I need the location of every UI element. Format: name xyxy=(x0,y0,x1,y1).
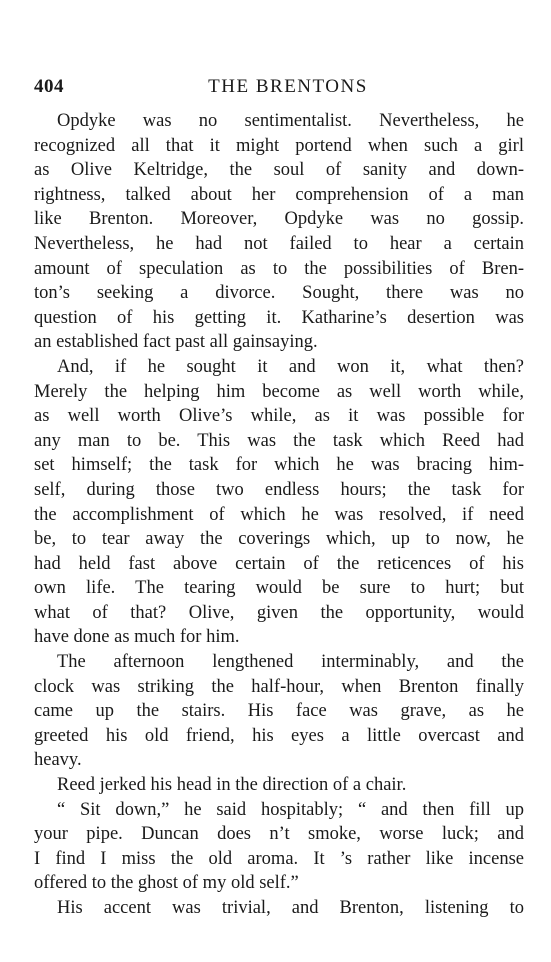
text-line: Nevertheless, he had not failed to hear a certain xyxy=(34,233,524,254)
text-line: what of that? Olive, given the opportunity, would xyxy=(34,602,524,623)
paragraph xyxy=(34,798,524,896)
text-line: The afternoon lengthened interminably, and the xyxy=(57,652,524,673)
paragraph xyxy=(34,896,524,921)
text-line: have done as much for him. xyxy=(34,627,240,648)
text-line: “ Sit down,” he said hospitably; “ and then fill up xyxy=(57,799,524,820)
text-line: amount of speculation as to the possibilities of Bren- xyxy=(34,258,524,279)
text-line: set himself; the task for which he was bracing him- xyxy=(34,455,524,476)
text-line: any man to be. This was the task which Reed had xyxy=(34,430,524,451)
text-line: His accent was trivial, and Brenton, listening to xyxy=(57,898,524,918)
text-line: offered to the ghost of my old self.” xyxy=(34,873,299,894)
text-line: rightness, talked about her comprehension of a man xyxy=(34,184,524,205)
text-line: recognized all that it might portend when such a girl xyxy=(34,135,524,156)
text-line: own life. The tearing would be sure to hurt; but xyxy=(34,578,524,599)
text-line: came up the stairs. His face was grave, as he xyxy=(34,701,524,722)
text-line: your pipe. Duncan does n’t smoke, worse luck; and xyxy=(34,824,524,845)
text-line: greeted his old friend, his eyes a little overcast and xyxy=(34,725,524,746)
text-line: I find I miss the old aroma. It ’s rather like incense xyxy=(34,848,524,869)
text-line: Reed jerked his head in the direction of a chair. xyxy=(57,775,407,796)
running-title: THE BRENTONS xyxy=(208,76,368,97)
page-number: 404 xyxy=(34,76,64,97)
paragraph xyxy=(34,355,524,650)
text-line: heavy. xyxy=(34,750,82,771)
body-text xyxy=(34,109,524,921)
text-line: ton’s seeking a divorce. Sought, there was no xyxy=(34,283,524,304)
text-line: Merely the helping him become as well worth while, xyxy=(34,381,524,402)
text-line: And, if he sought it and won it, what then? xyxy=(57,356,524,377)
text-line: like Brenton. Moreover, Opdyke was no gossip. xyxy=(34,209,524,230)
text-line: had held fast above certain of the reticences of his xyxy=(34,553,524,574)
text-line: be, to tear away the coverings which, up to now, he xyxy=(34,529,524,550)
text-line: self, during those two endless hours; the task for xyxy=(34,479,524,500)
page-header xyxy=(34,74,524,100)
text-line: an established fact past all gainsaying. xyxy=(34,332,318,353)
text-line: as well worth Olive’s while, as it was possible for xyxy=(34,406,524,427)
text-line: as Olive Keltridge, the soul of sanity and down- xyxy=(34,160,524,181)
paragraph xyxy=(34,109,524,355)
text-line: question of his getting it. Katharine’s desertion was xyxy=(34,307,524,328)
text-line: Opdyke was no sentimentalist. Nevertheless, he xyxy=(57,111,524,131)
book-page xyxy=(34,74,524,921)
text-line: the accomplishment of which he was resolved, if need xyxy=(34,504,524,525)
text-line: clock was striking the half-hour, when Brenton finally xyxy=(34,676,524,697)
paragraph xyxy=(34,650,524,773)
paragraph xyxy=(34,773,524,798)
